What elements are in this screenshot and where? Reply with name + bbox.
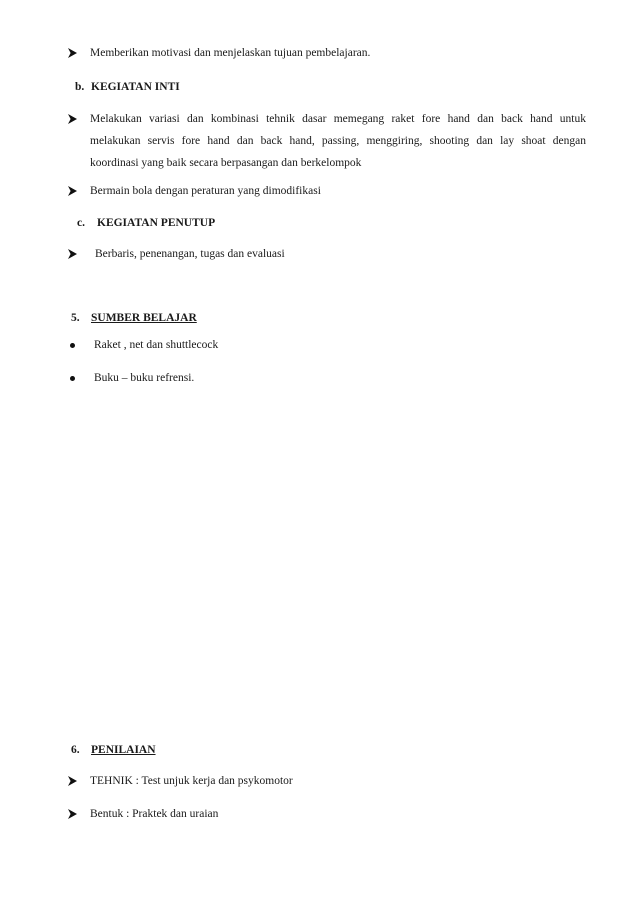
heading-c-marker: c.	[77, 217, 85, 229]
section-5-title: SUMBER BELAJAR	[91, 312, 197, 324]
heading-kegiatan-inti: KEGIATAN INTI	[91, 81, 180, 93]
arrow-bullet-icon	[68, 249, 77, 259]
section-5-number: 5.	[71, 312, 80, 324]
sumber-item-2: Buku – buku refrensi.	[94, 372, 195, 384]
sumber-item-1: Raket , net dan shuttlecock	[94, 339, 219, 351]
arrow-bullet-icon	[68, 114, 77, 124]
arrow-bullet-icon	[68, 186, 77, 196]
arrow-bullet-icon	[68, 776, 77, 786]
penilaian-item-1: TEHNIK : Test unjuk kerja dan psykomotor	[90, 775, 293, 787]
section-6-title: PENILAIAN	[91, 744, 156, 756]
list-item-bermain: Bermain bola dengan peraturan yang dimodifikasi	[90, 185, 321, 197]
list-item-penutup: Berbaris, penenangan, tugas dan evaluasi	[95, 248, 285, 260]
penilaian-item-2: Bentuk : Praktek dan uraian	[90, 808, 219, 820]
inti-paragraph-line-1: Melakukan variasi dan kombinasi tehnik dasar memegang raket fore hand dan back hand untuk	[90, 113, 586, 125]
heading-kegiatan-penutup: KEGIATAN PENUTUP	[97, 217, 216, 229]
section-6-number: 6.	[71, 744, 80, 756]
arrow-bullet-icon	[68, 809, 77, 819]
round-bullet-icon	[70, 343, 75, 348]
arrow-bullet-icon	[68, 48, 77, 58]
list-item-motivasi: Memberikan motivasi dan menjelaskan tujuan pembelajaran.	[90, 47, 371, 59]
round-bullet-icon	[70, 376, 75, 381]
inti-paragraph-line-3: koordinasi yang baik secara berpasangan dan berkelompok	[90, 157, 362, 169]
heading-b-marker: b.	[75, 81, 85, 93]
inti-paragraph-line-2: melakukan servis fore hand dan back hand, passing, menggiring, shooting dan lay shoat dengan	[90, 135, 586, 147]
